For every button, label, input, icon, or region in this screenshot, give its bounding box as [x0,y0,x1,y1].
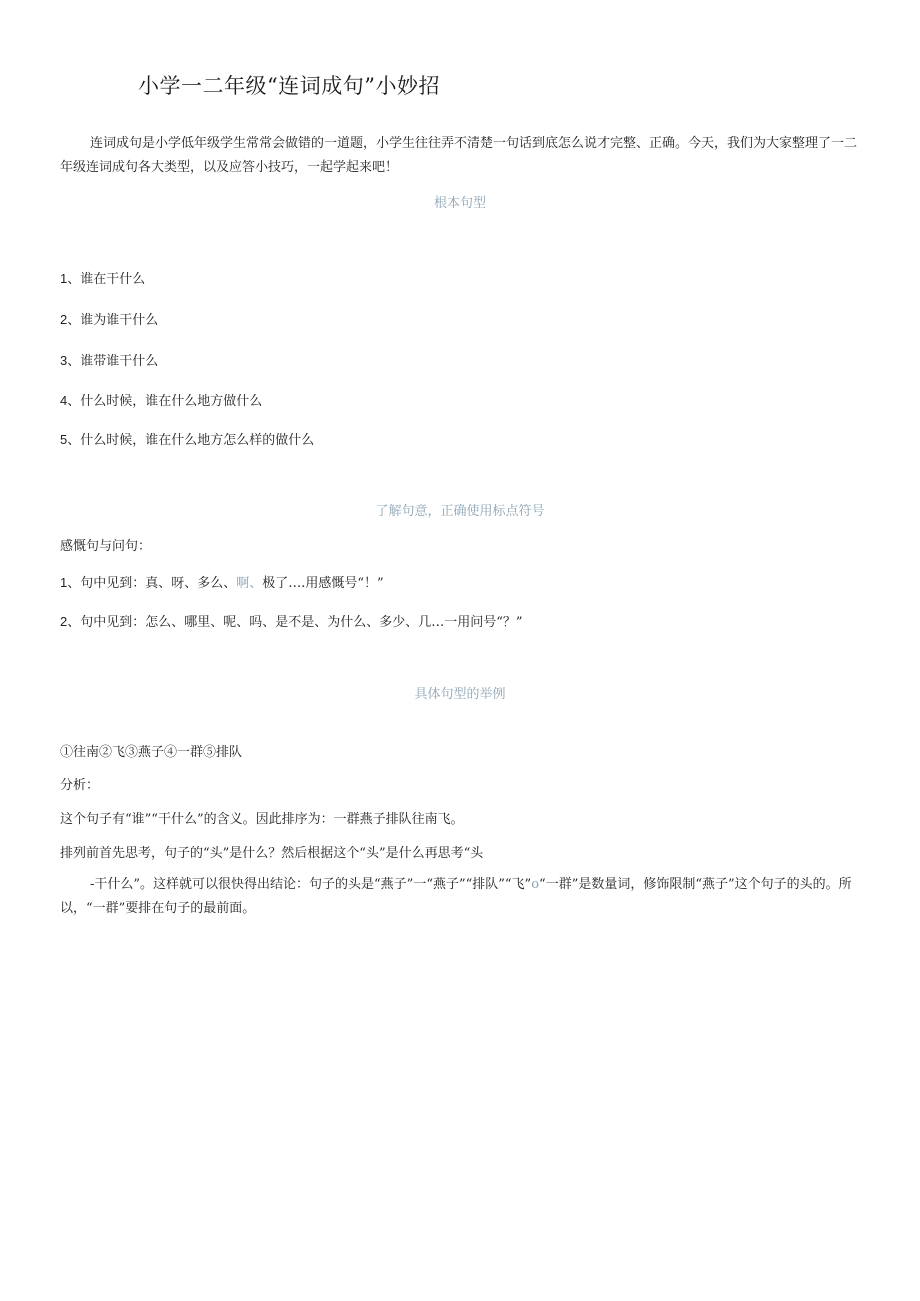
list-item [60,429,314,448]
list-item-text: 、谁在干什么 [67,272,146,287]
conclusion-paragraph [60,873,875,921]
section-heading-punctuation: 了解句意，正确使用标点符号 [375,504,545,519]
list-item-text: 极了….用感慨号“！” [262,576,384,591]
stray-mark: o [531,877,540,892]
list-item-text: 、什么时候，谁在什么地方做什么 [67,394,263,409]
section-heading-basic-sentences: 根本句型 [433,196,486,211]
list-item-text: 、什么时候，谁在什么地方怎么样的做什么 [67,433,315,448]
section-heading-examples: 具体句型的举例 [414,687,506,702]
conclusion-text: “一群”是数量词，修饰限制“燕子”这个句子的头的。所以，“一群”要排在句子的最前面。 [60,877,852,916]
analysis-line: 排列前首先思考，句子的“头”是什么？然后根据这个“头”是什么再思考“头 [60,846,484,861]
list-item [60,572,384,591]
list-item-number: 3 [60,353,68,368]
list-item-number: 5 [60,432,68,447]
section-subtitle: 感慨句与问句： [60,539,152,554]
list-item [60,390,262,409]
analysis-line: 这个句子有“谁”“干什么”的含义。因此排序为：一群燕子排队往南飞。 [60,812,464,827]
list-item [60,309,158,328]
list-item-text: 、谁带谁干什么 [67,354,159,369]
highlighted-word: 啊、 [236,576,263,591]
list-item-number: 4 [60,393,68,408]
list-item-number: 1 [60,271,68,286]
list-item-number: 2 [60,312,68,327]
document-title: 小学一二年级“连词成句”小妙招 [138,74,440,98]
list-item-number: 1 [60,575,68,590]
list-item-text: 、句中见到：怎么、哪里、呢、吗、是不是、为什么、多少、几…一用问号“？” [67,615,523,630]
list-item-number: 2 [60,614,68,629]
analysis-label: 分析： [60,778,100,793]
list-item-text: 、句中见到：真、呀、多么、 [67,576,237,591]
list-item [60,350,158,369]
intro-paragraph: 连词成句是小学低年级学生常常会做错的一道题，小学生往往弄不清楚一句话到底怎么说才完整、正确。今天，我们为大家整理了一二年级连词成句各大类型，以及应答小技巧，一起学起来吧！ [60,136,858,175]
list-item [60,268,145,287]
conclusion-text: -干什么”。这样就可以很快得出结论：句子的头是“燕子”一“燕子”“排队”“飞” [90,877,532,892]
list-item-text: 、谁为谁干什么 [67,313,159,328]
example-words: ①往南②飞③燕子④一群⑤排队 [60,745,243,760]
list-item [60,611,523,630]
